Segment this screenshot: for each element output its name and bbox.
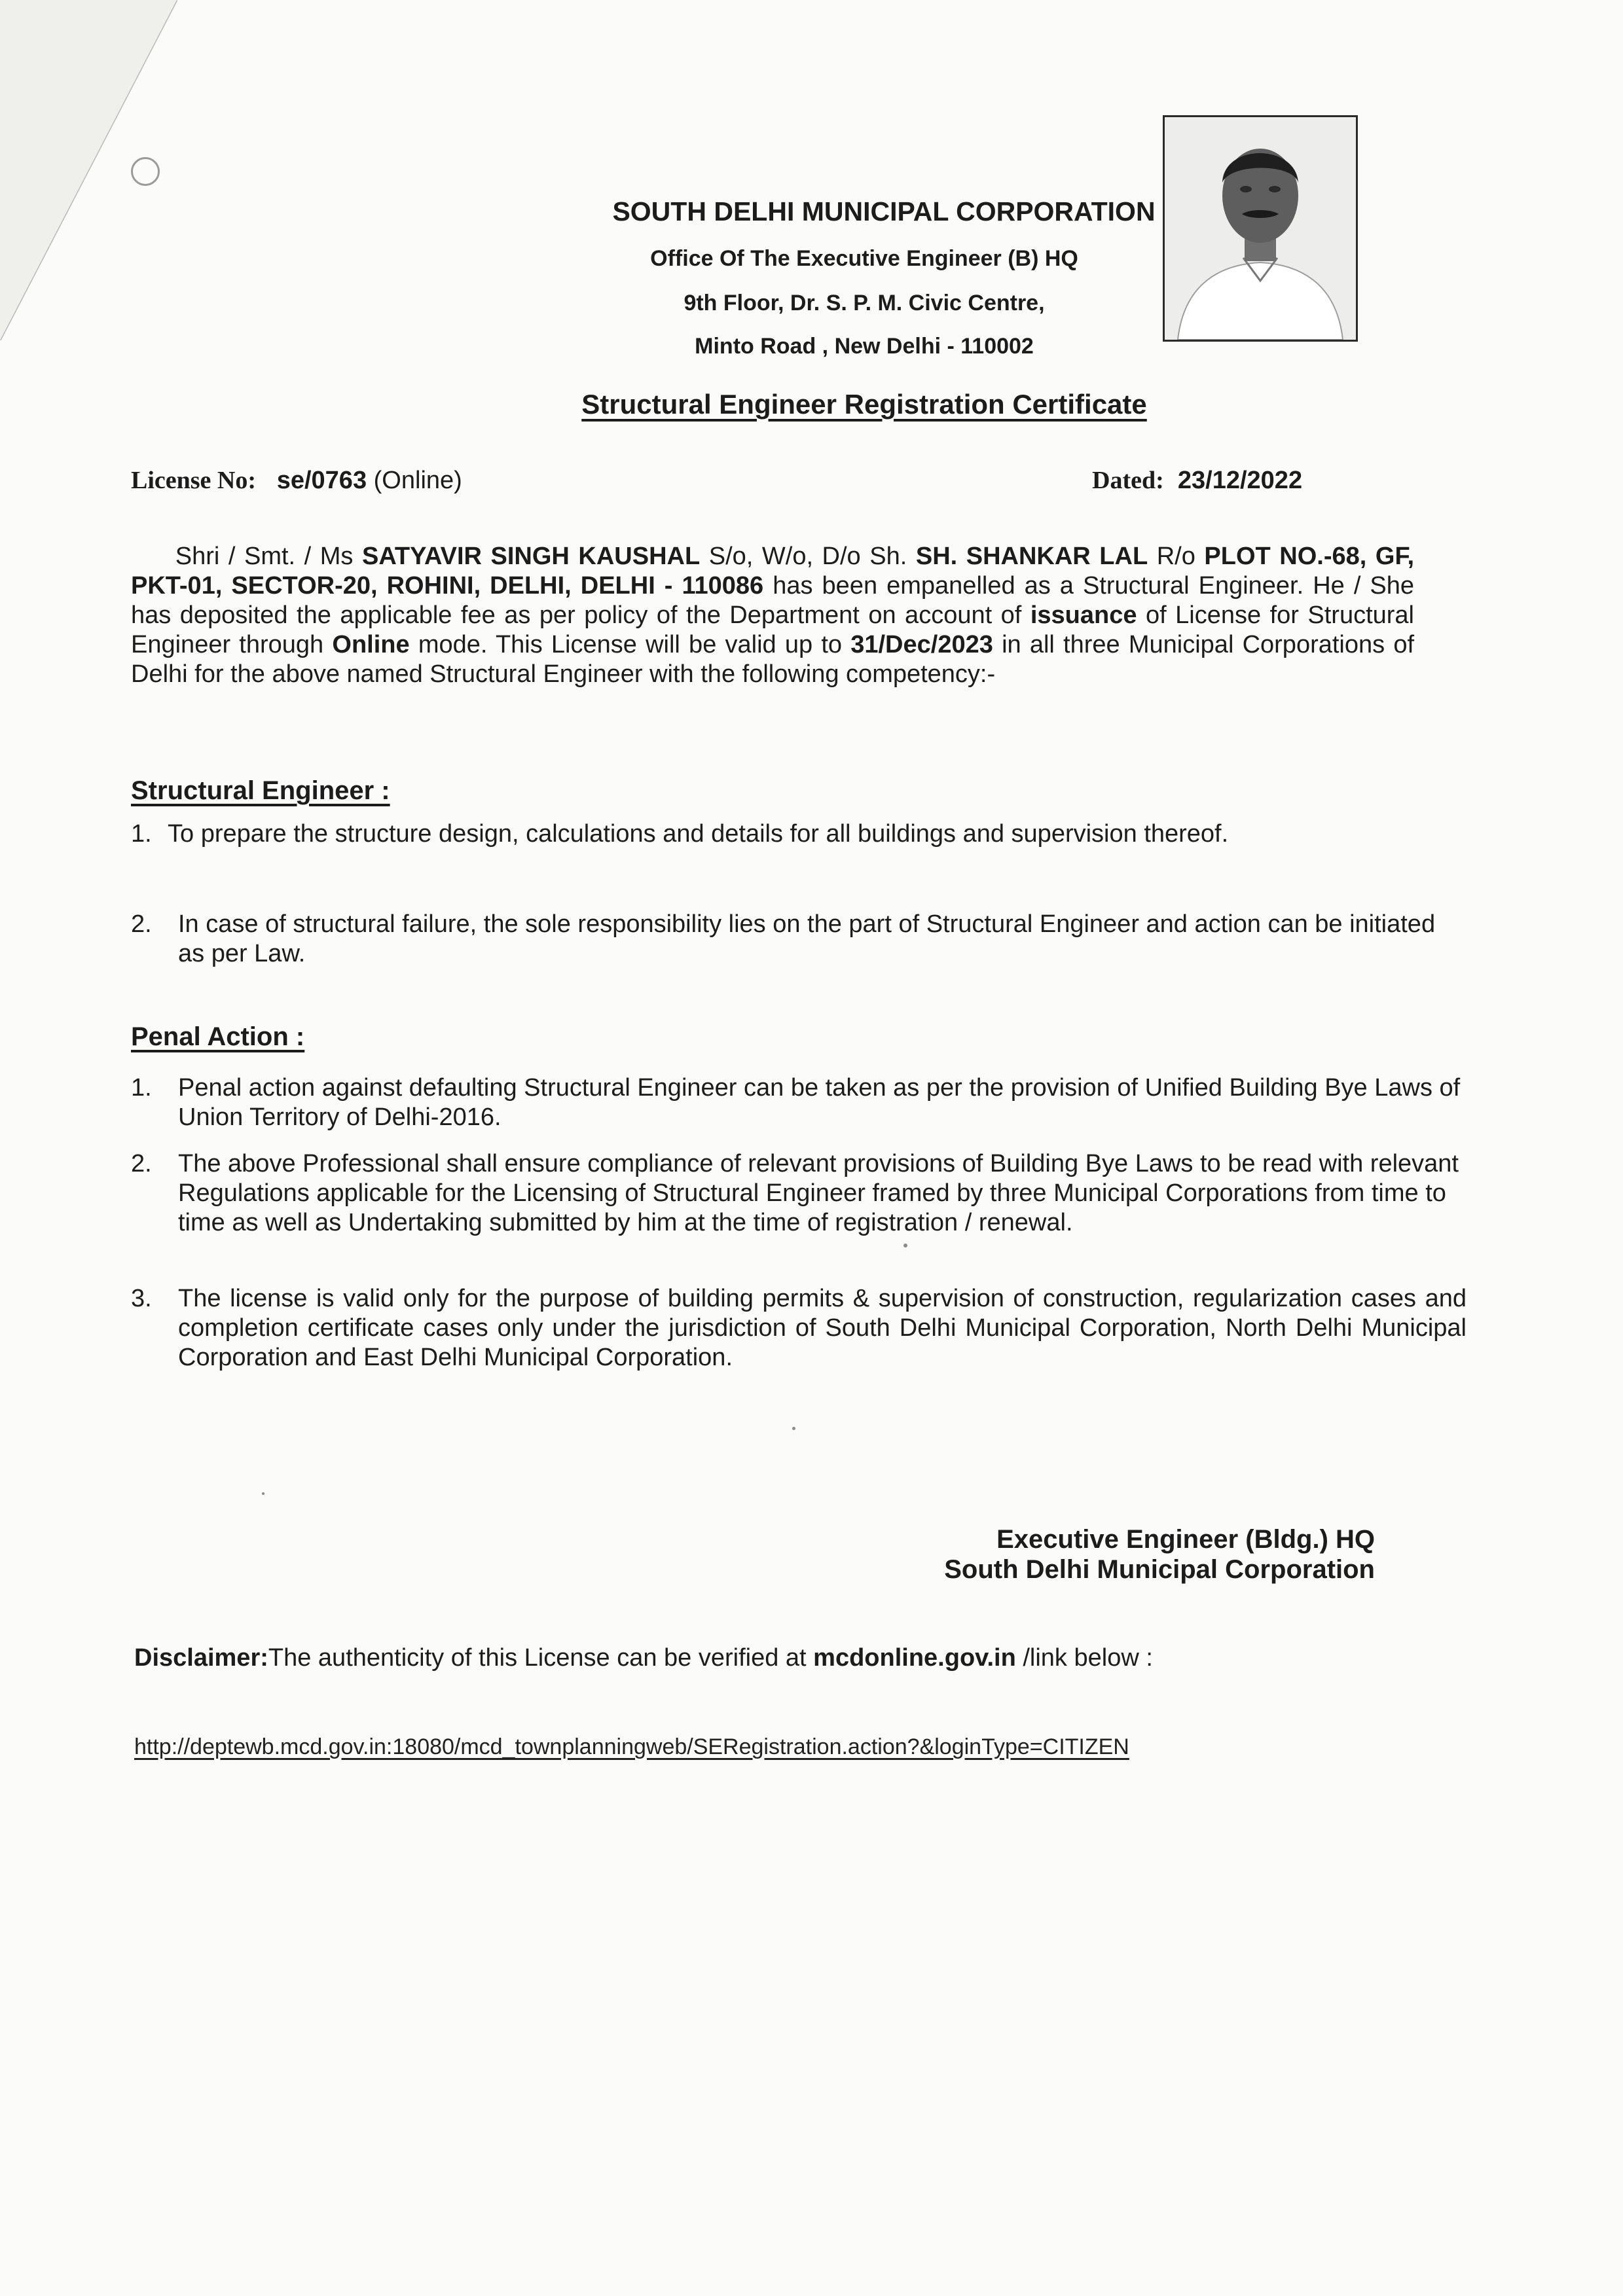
valid-upto: 31/Dec/2023: [850, 631, 993, 658]
certificate-title: Structural Engineer Registration Certificate: [581, 389, 1147, 420]
disclaimer: [134, 1644, 1153, 1672]
body-text-4: in all three Municipal Corporations of Delhi for the above named Structural Engineer with the following competency:-: [131, 631, 1415, 688]
dated-line: [1092, 466, 1302, 495]
holder-name: SATYAVIR SINGH KAUSHAL: [361, 543, 701, 570]
residence-label: R/o: [1156, 543, 1195, 570]
verification-link[interactable]: http://deptewb.mcd.gov.in:18080/mcd_townplanningweb/SERegistration.action?&loginType=CITIZEN: [134, 1734, 1129, 1759]
salutation: Shri / Smt. / Ms: [175, 543, 354, 570]
license-line: [131, 466, 462, 495]
item-number: 2.: [131, 1150, 152, 1177]
org-name: SOUTH DELHI MUNICIPAL CORPORATION: [612, 196, 1156, 226]
item-number: 2.: [131, 910, 152, 938]
license-label: License No:: [131, 467, 257, 494]
dated-label: Dated:: [1092, 467, 1164, 494]
penal-action-heading: Penal Action :: [131, 1022, 305, 1051]
parent-name: SH. SHANKAR LAL: [915, 543, 1148, 570]
office-floor: 9th Floor, Dr. S. P. M. Civic Centre,: [684, 291, 1045, 315]
holder-photo: [1163, 115, 1358, 342]
punch-hole-mark: [131, 157, 160, 186]
body-text-2: of License for Structural Engineer through: [131, 601, 1415, 658]
penal-item: [131, 1149, 1467, 1238]
certificate-body: [131, 542, 1414, 689]
item-number: 3.: [131, 1285, 152, 1312]
item-text: To prepare the structure design, calculations and details for all buildings and supervision thereof.: [168, 820, 1229, 848]
competency-item: [131, 910, 1467, 969]
item-text: Penal action against defaulting Structural Engineer can be taken as per the provision of Unified Building Bye Laws of Union Territory of Delhi-2016.: [178, 1074, 1461, 1131]
item-text: The above Professional shall ensure compliance of relevant provisions of Building Bye Laws to be read with relevant Regulations applicable for the Licensing of Structural Engineer framed by three Municipal Corporations from time to time as well as Undertaking submitted by him at the time of registration / renewal.: [178, 1150, 1459, 1236]
penal-item: [131, 1073, 1467, 1132]
body-text-3: mode. This License will be valid up to: [418, 631, 843, 658]
license-mode: (Online): [373, 467, 462, 494]
body-text-1: has been empanelled as a Structural Engineer. He / She has deposited the applicable fee as per policy of the Department on account of: [131, 572, 1415, 629]
item-text: The license is valid only for the purpose of building permits & supervision of construction, regularization cases and completion certificate cases only under the jurisdiction of South Delhi Municipal Corporation, North Delhi Municipal Corporation and East Delhi Municipal Corporation.: [178, 1285, 1467, 1371]
item-text: In case of structural failure, the sole responsibility lies on the part of Structural Engineer and action can be initiated as per Law.: [178, 910, 1436, 967]
scan-speck: [903, 1244, 907, 1247]
scan-speck: [792, 1427, 795, 1430]
payment-mode: Online: [332, 631, 410, 658]
competency-item: [131, 819, 1467, 849]
relation: S/o, W/o, D/o Sh.: [708, 543, 907, 570]
scan-fold-edge: [0, 0, 196, 340]
person-photo-icon: [1165, 117, 1356, 340]
disclaimer-suffix: /link below :: [1023, 1644, 1153, 1672]
disclaimer-text: The authenticity of this License can be verified at: [268, 1644, 807, 1672]
signatory-designation: Executive Engineer (Bldg.) HQ: [996, 1525, 1375, 1554]
license-purpose: issuance: [1030, 601, 1137, 629]
signatory-organization: South Delhi Municipal Corporation: [944, 1555, 1375, 1584]
scan-speck: [262, 1492, 264, 1495]
item-number: 1.: [131, 1074, 152, 1102]
office-address: Minto Road , New Delhi - 110002: [695, 334, 1034, 359]
office-name: Office Of The Executive Engineer (B) HQ: [650, 246, 1078, 271]
dated-value: 23/12/2022: [1177, 467, 1303, 494]
penal-item: [131, 1284, 1467, 1372]
holder-address: PLOT NO.-68, GF, PKT-01, SECTOR-20, ROHINI, DELHI, DELHI - 110086: [131, 543, 1414, 600]
structural-engineer-heading: Structural Engineer :: [131, 776, 390, 805]
item-number: 1.: [131, 820, 152, 848]
license-number: se/0763: [276, 467, 367, 494]
verification-site: mcdonline.gov.in: [813, 1644, 1016, 1672]
disclaimer-label: Disclaimer:: [134, 1644, 268, 1672]
